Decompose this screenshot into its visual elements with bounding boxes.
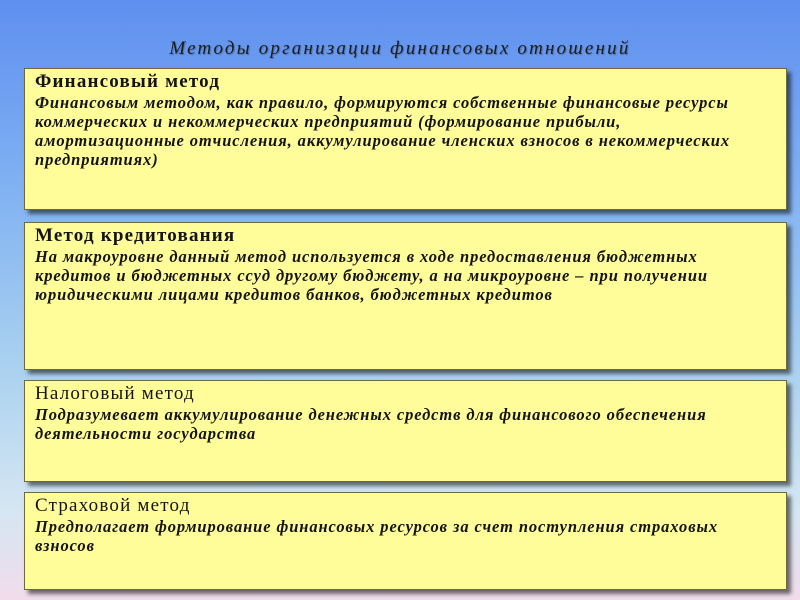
method-heading: Страховой метод (35, 495, 191, 516)
method-heading: Метод кредитования (35, 225, 236, 246)
method-panel-tax (24, 380, 787, 482)
slide-title: Методы организации финансовых отношений (169, 38, 631, 59)
method-heading: Налоговый метод (35, 383, 195, 404)
method-description: Предполагает формирование финансовых ресурсов за счет поступления страховых взносов (35, 517, 718, 555)
method-description: Финансовым методом, как правило, формируются собственные финансовые ресурсы коммерческих и некоммерческих предприятий (формирование прибыли, амортизационные отчисления, аккумулирование членских взносов в некоммерческих предприятиях) (35, 93, 730, 169)
method-description: Подразумевает аккумулирование денежных средств для финансового обеспечения деятельности государства (35, 405, 707, 443)
method-panel-insurance (24, 492, 787, 590)
method-description: На макроуровне данный метод используется в ходе предоставления бюджетных кредитов и бюджетных ссуд другому бюджету, а на микроуровне – при получении юридическими лицами кредитов банков, бюджетных кредитов (35, 247, 708, 304)
method-panel-credit (24, 222, 787, 370)
method-heading: Финансовый метод (35, 71, 221, 92)
method-panel-financial (24, 68, 787, 210)
